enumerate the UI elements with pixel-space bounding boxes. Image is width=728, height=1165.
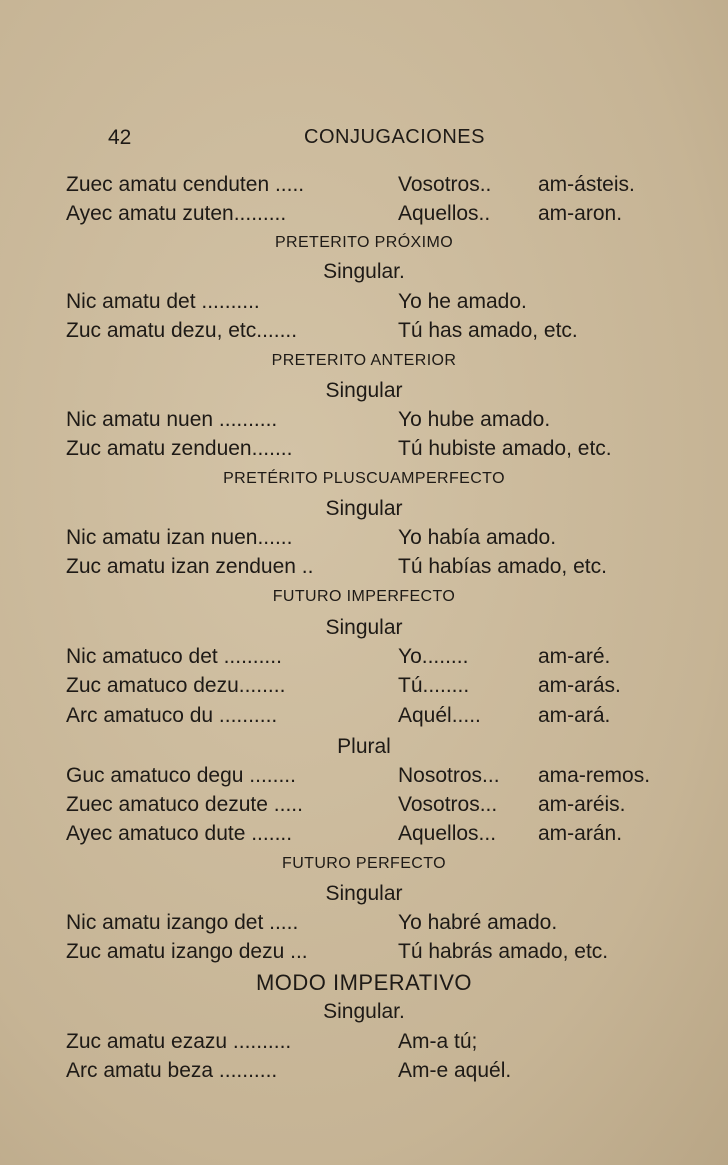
number-subheading-text: Singular (325, 497, 403, 520)
conjugation-row (0, 672, 728, 700)
number-subheading-text: Singular (325, 616, 403, 639)
spanish-form: Yo........ (398, 645, 469, 668)
spanish-ending: am-aron. (538, 202, 623, 225)
section-heading-text: FUTURO IMPERFECTO (272, 588, 456, 605)
conjugation-row (0, 1057, 728, 1085)
spanish-form: Vosotros... (398, 793, 498, 816)
basque-form: Ayec amatuco dute ....... (66, 822, 293, 845)
conjugation-row (0, 200, 728, 228)
conjugation-row (0, 406, 728, 434)
conjugation-row (0, 791, 728, 819)
conjugation-row (0, 938, 728, 966)
conjugation-row (0, 702, 728, 730)
mood-heading-text: MODO IMPERATIVO (255, 970, 473, 995)
basque-form: Zuc amatu izango dezu ... (66, 940, 308, 963)
basque-form: Ayec amatu zuten......... (66, 202, 287, 225)
conjugation-row (0, 524, 728, 552)
section-heading (0, 583, 728, 611)
spanish-form: Tú hubiste amado, etc. (398, 437, 612, 460)
conjugation-row (0, 643, 728, 671)
section-heading (0, 850, 728, 878)
spanish-ending: am-ará. (538, 704, 611, 727)
spanish-form: Tú habrás amado, etc. (398, 940, 609, 963)
conjugation-row (0, 909, 728, 937)
section-heading-text: PRETERITO PRÓXIMO (274, 234, 454, 251)
spanish-form: Aquellos... (398, 822, 497, 845)
spanish-form: Am-e aquél. (398, 1059, 512, 1082)
number-subheading-text: Singular (325, 882, 403, 905)
spanish-form: Nosotros... (398, 764, 500, 787)
basque-form: Zuc amatu zenduen....... (66, 437, 293, 460)
number-subheading (0, 258, 728, 286)
basque-form: Nic amatu nuen .......... (66, 408, 278, 431)
number-subheading-text: Singular (325, 379, 403, 402)
number-subheading (0, 377, 728, 405)
spanish-form: Yo había amado. (398, 526, 557, 549)
spanish-form: Aquellos.. (398, 202, 491, 225)
number-subheading (0, 614, 728, 642)
section-heading (0, 347, 728, 375)
number-subheading-text: Singular. (323, 260, 405, 283)
conjugation-row (0, 317, 728, 345)
conjugation-row (0, 762, 728, 790)
basque-form: Nic amatu izango det ..... (66, 911, 299, 934)
page-header (0, 122, 728, 156)
basque-form: Zuc amatuco dezu........ (66, 674, 286, 697)
spanish-ending: am-arán. (538, 822, 623, 845)
mood-heading (0, 969, 728, 997)
spanish-form: Yo habré amado. (398, 911, 558, 934)
spanish-ending: am-aréis. (538, 793, 626, 816)
spanish-form: Vosotros.. (398, 173, 492, 196)
section-heading-text: FUTURO PERFECTO (282, 855, 446, 872)
basque-form: Arc amatuco du .......... (66, 704, 278, 727)
basque-form: Zuc amatu dezu, etc....... (66, 319, 298, 342)
section-heading-text: PRETERITO ANTERIOR (271, 352, 457, 369)
running-title: CONJUGACIONES (304, 126, 485, 148)
conjugation-row (0, 553, 728, 581)
section-heading (0, 229, 728, 257)
conjugation-row (0, 820, 728, 848)
basque-form: Arc amatu beza .......... (66, 1059, 278, 1082)
conjugation-row (0, 288, 728, 316)
spanish-form: Tú has amado, etc. (398, 319, 578, 342)
section-heading (0, 465, 728, 493)
spanish-ending: am-ásteis. (538, 173, 635, 196)
spanish-form: Tú........ (398, 674, 470, 697)
spanish-ending: am-arás. (538, 674, 621, 697)
number-subheading (0, 733, 728, 761)
number-subheading-text: Plural (337, 735, 391, 758)
basque-form: Nic amatuco det .......... (66, 645, 282, 668)
number-subheading (0, 998, 728, 1026)
spanish-ending: am-aré. (538, 645, 611, 668)
basque-form: Zuc amatu ezazu .......... (66, 1030, 292, 1053)
page-number: 42 (108, 126, 132, 149)
basque-form: Nic amatu det .......... (66, 290, 260, 313)
spanish-form: Yo he amado. (398, 290, 527, 313)
number-subheading (0, 880, 728, 908)
spanish-form: Aquél..... (398, 704, 481, 727)
basque-form: Guc amatuco degu ........ (66, 764, 296, 787)
spanish-form: Tú habías amado, etc. (398, 555, 607, 578)
number-subheading (0, 495, 728, 523)
spanish-form: Yo hube amado. (398, 408, 551, 431)
number-subheading-text: Singular. (323, 1000, 405, 1023)
spanish-form: Am-a tú; (398, 1030, 478, 1053)
spanish-ending: ama-remos. (538, 764, 651, 787)
conjugation-row (0, 171, 728, 199)
conjugation-row (0, 1028, 728, 1056)
basque-form: Zuc amatu izan zenduen .. (66, 555, 314, 578)
basque-form: Zuec amatuco dezute ..... (66, 793, 303, 816)
basque-form: Zuec amatu cenduten ..... (66, 173, 305, 196)
section-heading-text: PRETÉRITO PLUSCUAMPERFECTO (223, 470, 505, 487)
conjugation-row (0, 435, 728, 463)
basque-form: Nic amatu izan nuen...... (66, 526, 293, 549)
